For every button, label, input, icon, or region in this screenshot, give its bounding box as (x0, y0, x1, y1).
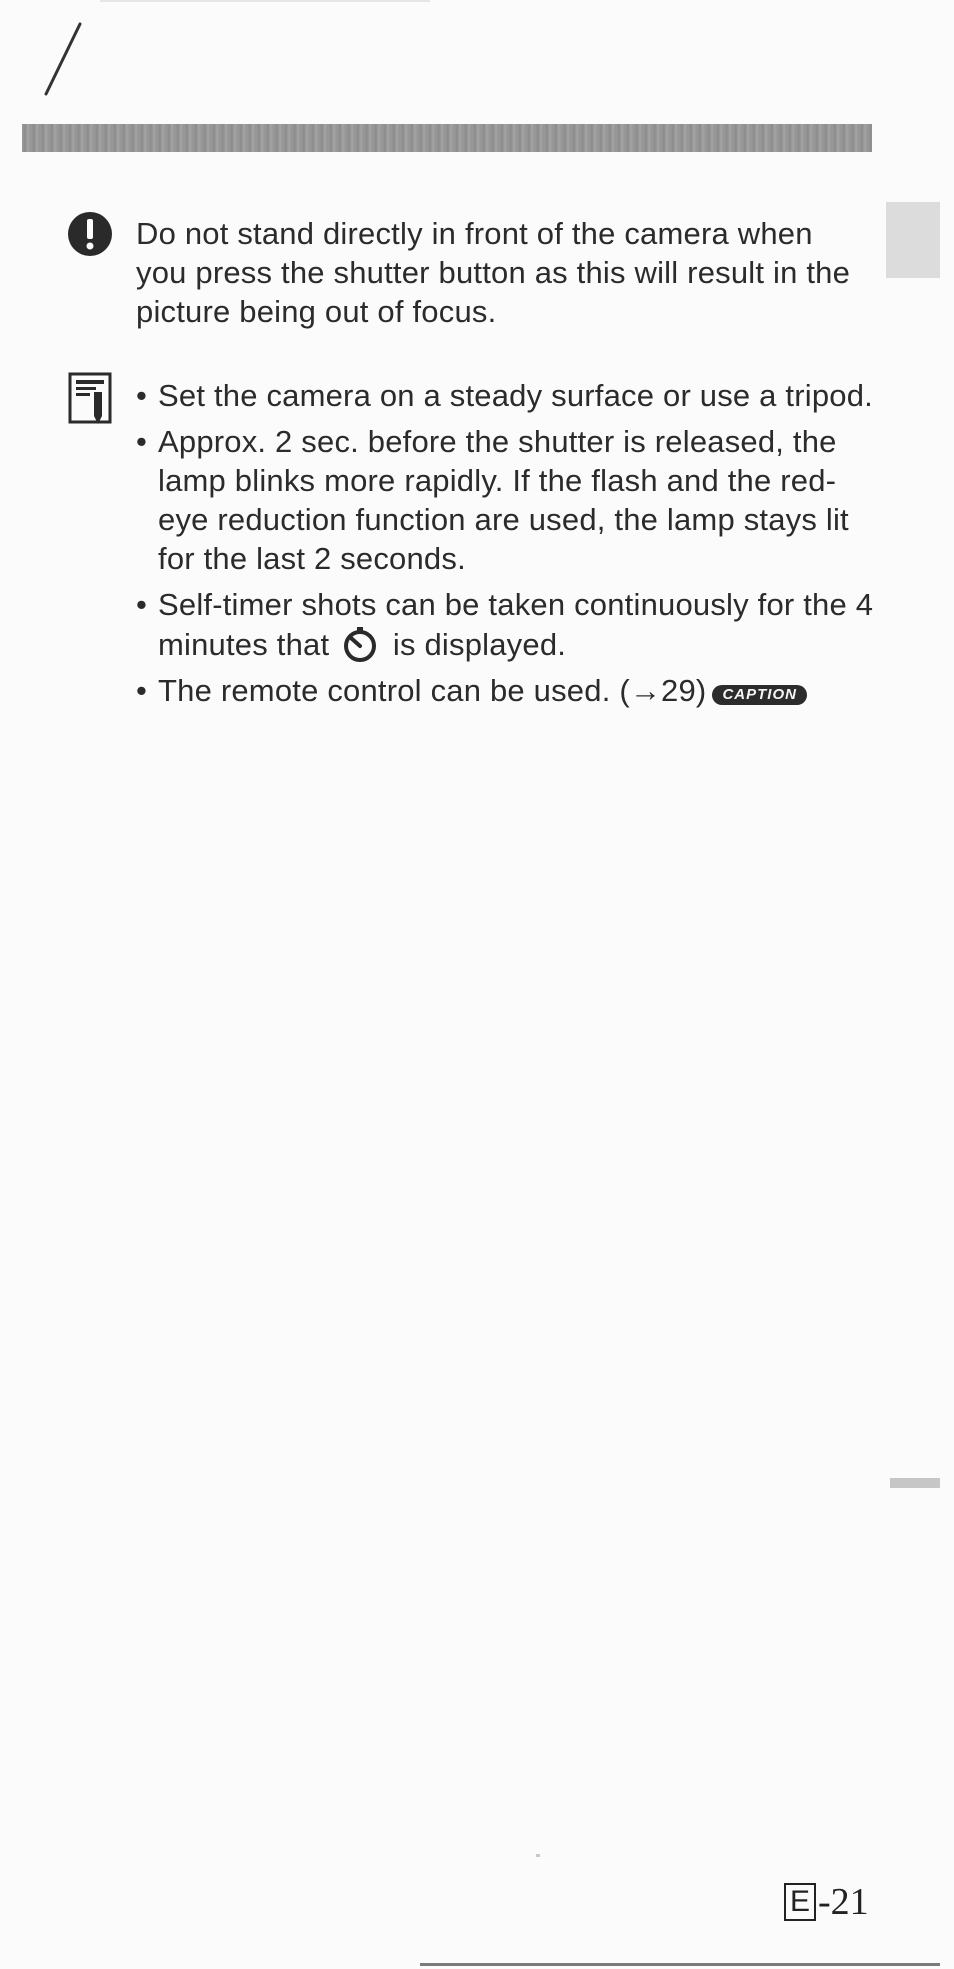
memo-icon (68, 372, 112, 428)
note-item: • The remote control can be used. (→29) CAPTION (136, 671, 876, 710)
note-text: Set the camera on a steady surface or use a tripod. (158, 378, 873, 413)
note-item: • Approx. 2 sec. before the shutter is released, the lamp blinks more rapidly. If the flash and the red-eye reduction function are used, the lamp stays lit for the last 2 seconds. (136, 424, 849, 576)
notes-list (136, 376, 876, 717)
caution-text: Do not stand directly in front of the camera when you press the shutter button as this will result in the picture being out of focus. (136, 216, 851, 329)
slash-mark (40, 22, 84, 98)
bottom-rule (420, 1963, 940, 1966)
note-item: • Set the camera on a steady surface or use a tripod. (136, 378, 873, 413)
page-number (784, 1880, 869, 1924)
note-text-after: is displayed. (384, 627, 567, 662)
speck (536, 1854, 540, 1857)
caption-badge: CAPTION (712, 685, 807, 705)
side-tab (886, 202, 940, 278)
side-marker (890, 1478, 940, 1488)
caution-icon (66, 210, 114, 258)
note-text: Approx. 2 sec. before the shutter is released, the lamp blinks more rapidly. If the flash and the red-eye reduction function are used, the lamp stays lit for the last 2 seconds. (158, 424, 849, 576)
note-text-before: Self-timer shots can be taken continuously for the 4 minutes that (158, 587, 874, 662)
page-number-text: -21 (818, 1881, 869, 1923)
self-timer-icon (340, 624, 380, 664)
note-text: The remote control can be used. (→29) (158, 673, 707, 708)
section-header-band (22, 124, 872, 152)
language-box: E (784, 1883, 816, 1921)
note-item: • Self-timer shots can be taken continuously for the 4 minutes that is displayed. (136, 587, 874, 662)
top-rule (100, 0, 430, 2)
